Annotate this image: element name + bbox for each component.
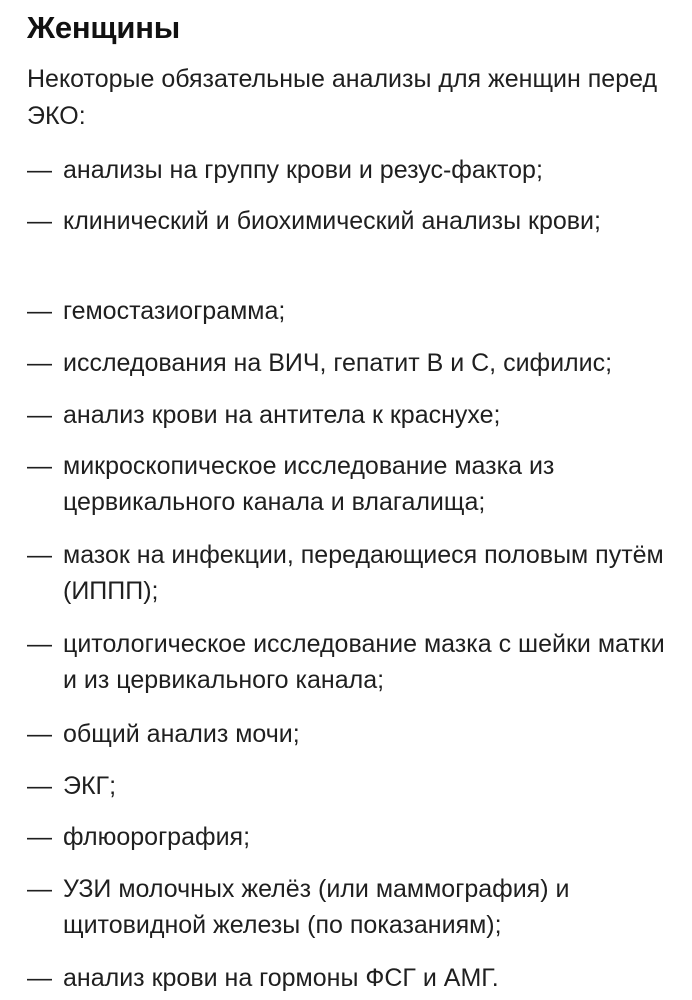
list-item bbox=[27, 397, 667, 433]
list-item-text: УЗИ молочных желёз (или маммография) и щитовидной железы (по показаниям); bbox=[63, 875, 570, 939]
list-dash: — bbox=[27, 156, 52, 184]
list-dash: — bbox=[27, 823, 52, 851]
section-heading: Женщины bbox=[27, 10, 180, 45]
list-item-text: ЭКГ; bbox=[63, 772, 117, 800]
list-dash: — bbox=[27, 207, 52, 235]
list-item-text: микроскопическое исследование мазка из цервикального канала и влагалища; bbox=[63, 452, 555, 516]
list-item-text: мазок на инфекции, передающиеся половым путём (ИППП); bbox=[63, 541, 664, 605]
list-item bbox=[27, 626, 667, 698]
list-item bbox=[27, 819, 667, 855]
list-item-text: клинический и биохимический анализы крови; bbox=[63, 207, 601, 235]
list-dash: — bbox=[27, 720, 52, 748]
list-item-text: анализ крови на антитела к краснухе; bbox=[63, 401, 501, 429]
list-dash: — bbox=[27, 297, 52, 325]
list-item-text: общий анализ мочи; bbox=[63, 720, 300, 748]
list-item-text: флюорография; bbox=[63, 823, 251, 851]
list-item bbox=[27, 203, 667, 239]
list-item bbox=[27, 537, 667, 609]
list-item-text: исследования на ВИЧ, гепатит В и С, сифилис; bbox=[63, 349, 613, 377]
list-dash: — bbox=[27, 401, 52, 429]
list-dash: — bbox=[27, 630, 52, 658]
list-dash: — bbox=[27, 772, 52, 800]
list-dash: — bbox=[27, 349, 52, 377]
list-item bbox=[27, 871, 667, 943]
intro-paragraph: Некоторые обязательные анализы для женщин перед ЭКО: bbox=[27, 65, 658, 130]
list-item bbox=[27, 960, 667, 996]
list-item-text: анализ крови на гормоны ФСГ и АМГ. bbox=[63, 964, 499, 992]
list-item bbox=[27, 768, 667, 804]
list-item bbox=[27, 293, 667, 329]
list-item-text: цитологическое исследование мазка с шейки матки и из цервикального канала; bbox=[63, 630, 665, 694]
list-item bbox=[27, 716, 667, 752]
list-item bbox=[27, 152, 667, 188]
list-item-text: анализы на группу крови и резус-фактор; bbox=[63, 156, 543, 184]
list-item-text: гемостазиограмма; bbox=[63, 297, 286, 325]
list-dash: — bbox=[27, 875, 52, 903]
list-dash: — bbox=[27, 541, 52, 569]
list-dash: — bbox=[27, 452, 52, 480]
list-item bbox=[27, 448, 667, 520]
list-dash: — bbox=[27, 964, 52, 992]
list-item bbox=[27, 345, 667, 381]
